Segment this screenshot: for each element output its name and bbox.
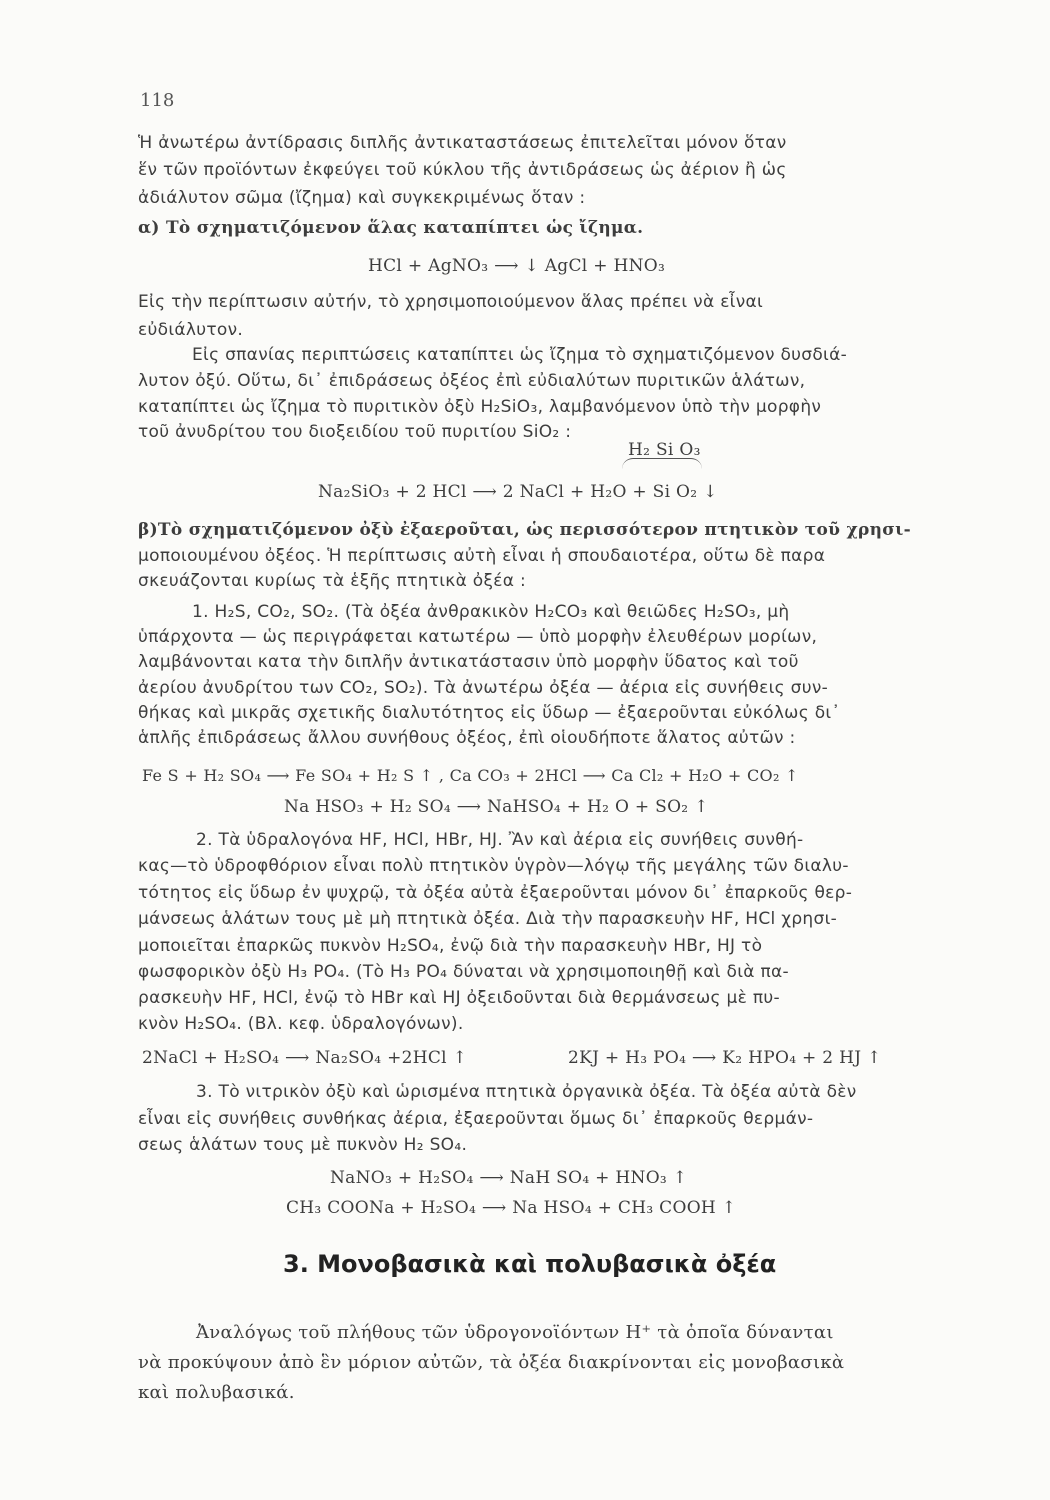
- text-line: μοποιεῖται ἐπαρκῶς πυκνὸν H₂SO₄, ἐνῷ διὰ τὴν παρασκευὴν HBr, HJ τὸ: [138, 936, 763, 956]
- text-line: σεως ἁλάτων τους μὲ πυκνὸν H₂ SO₄.: [138, 1135, 468, 1155]
- text-line: ἕν τῶν προϊόντων ἐκφεύγει τοῦ κύκλου τῆς ἀντιδράσεως ὡς ἀέριον ἢ ὡς: [138, 160, 787, 180]
- equation: Na₂SiO₃ + 2 HCl ⟶ 2 NaCl + H₂O + Si O₂ ↓: [318, 482, 718, 502]
- subsection-a-title: α) Τὸ σχηματιζόμενον ἅλας καταπίπτει ὡς ἴζημα.: [138, 218, 644, 238]
- equation: Fe S + H₂ SO₄ ⟶ Fe SO₄ + H₂ S ↑ , Ca CO₃ + 2HCl ⟶ Ca Cl₂ + H₂O + CO₂ ↑: [142, 766, 799, 785]
- text-line: Εἰς σπανίας περιπτώσεις καταπίπτει ὡς ἴζημα τὸ σχηματιζόμενον δυσδιά-: [192, 345, 848, 365]
- text-line: κας—τὸ ὑδροφθόριον εἶναι πολὺ πτητικὸν ὑγρὸν—λόγῳ τῆς μεγάλης τῶν διαλυ-: [138, 856, 849, 876]
- text-line: ρασκευὴν HF, HCl, ἐνῷ τὸ HBr καὶ HJ ὀξειδοῦνται διὰ θερμάνσεως μὲ πυ-: [138, 988, 780, 1008]
- text-line: σκευάζονται κυρίως τὰ ἑξῆς πτητικὰ ὀξέα :: [138, 571, 527, 591]
- text-line: Εἰς τὴν περίπτωσιν αὐτήν, τὸ χρησιμοποιούμενον ἅλας πρέπει νὰ εἶναι: [138, 292, 764, 312]
- text-line: λυτον ὀξύ. Οὕτω, δι᾽ ἐπιδράσεως ὀξέος ἐπὶ εὐδιαλύτων πυριτικῶν ἁλάτων,: [138, 371, 806, 391]
- text-line: εὐδιάλυτον.: [138, 320, 244, 340]
- text-line: Ἀναλόγως τοῦ πλήθους τῶν ὑδρογονοϊόντων H⁺ τὰ ὁποῖα δύνανται: [196, 1322, 834, 1343]
- text-line: θήκας καὶ μικρᾶς σχετικῆς διαλυτότητος εἰς ὕδωρ — ἐξαεροῦνται εὐκόλως δι᾽: [138, 703, 841, 723]
- text-line: τότητος εἰς ὕδωρ ἐν ψυχρῷ, τὰ ὀξέα αὐτὰ ἐξαεροῦνται μόνον δι᾽ ἐπαρκοῦς θερ-: [138, 883, 853, 903]
- text-line: μοποιουμένου ὀξέος. Ἡ περίπτωσις αὐτὴ εἶναι ἡ σπουδαιοτέρα, οὕτω δὲ παρα: [138, 546, 826, 566]
- text-line: μάνσεως ἁλάτων τους μὲ μὴ πτητικὰ ὀξέα. Διὰ τὴν παρασκευὴν HF, HCl χρησι-: [138, 909, 838, 929]
- equation: 2NaCl + H₂SO₄ ⟶ Na₂SO₄ +2HCl ↑: [142, 1048, 468, 1068]
- text-line: λαμβάνονται κατα τὴν διπλῆν ἀντικατάστασιν ὑπὸ μορφὴν ὕδατος καὶ τοῦ: [138, 652, 799, 672]
- text-line: ἀδιάλυτον σῶμα (ἴζημα) καὶ συγκεκριμένως ὅταν :: [138, 188, 586, 208]
- text-line: 3. Τὸ νιτρικὸν ὀξὺ καὶ ὡρισμένα πτητικὰ ὀργανικὰ ὀξέα. Τὰ ὀξέα αὐτὰ δὲν: [196, 1082, 857, 1102]
- text-line: 2. Τὰ ὑδραλογόνα HF, HCl, HBr, HJ. Ἂν καὶ ἀέρια εἰς συνήθεις συνθή-: [196, 830, 804, 850]
- text-line: ἁπλῆς ἐπιδράσεως ἄλλου συνήθους ὀξέος, ἐπὶ οἱουδήποτε ἅλατος αὐτῶν :: [138, 728, 796, 748]
- text-line: κνὸν H₂SO₄. (Βλ. κεφ. ὑδραλογόνων).: [138, 1014, 464, 1034]
- page-number: 118: [140, 90, 175, 111]
- equation-brace-label: H₂ Si O₃: [628, 440, 701, 460]
- text-line: τοῦ ἀνυδρίτου του διοξειδίου τοῦ πυριτίου SiO₂ :: [138, 422, 572, 442]
- text-line: Ἡ ἀνωτέρω ἀντίδρασις διπλῆς ἀντικαταστάσεως ἐπιτελεῖται μόνον ὅταν: [138, 133, 787, 153]
- subsection-b-title: β)Τὸ σχηματιζόμενον ὀξὺ ἐξαεροῦται, ὡς περισσότερον πτητικὸν τοῦ χρησι-: [138, 520, 911, 540]
- equation: CH₃ COONa + H₂SO₄ ⟶ Na HSO₄ + CH₃ COOH ↑: [286, 1198, 737, 1218]
- text-line: ὑπάρχοντα — ὡς περιγράφεται κατωτέρω — ὑπὸ μορφὴν ἐλευθέρων μορίων,: [138, 627, 818, 647]
- text-line: εἶναι εἰς συνήθεις συνθήκας ἀέρια, ἐξαεροῦνται ὅμως δι᾽ ἐπαρκοῦς θερμάν-: [138, 1109, 814, 1129]
- equation: HCl + AgNO₃ ⟶ ↓ AgCl + HNO₃: [368, 256, 666, 276]
- text-line: φωσφορικὸν ὀξὺ H₃ PO₄. (Τὸ H₃ PO₄ δύναται νὰ χρησιμοποιηθῇ καὶ διὰ πα-: [138, 962, 789, 982]
- text-line: νὰ προκύψουν ἀπὸ ἓν μόριον αὐτῶν, τὰ ὀξέα διακρίνονται εἰς μονοβασικὰ: [138, 1352, 845, 1373]
- text-line: καὶ πολυβασικά.: [138, 1382, 295, 1403]
- text-line: καταπίπτει ὡς ἴζημα τὸ πυριτικὸν ὀξὺ H₂SiO₃, λαμβανόμενον ὑπὸ τὴν μορφὴν: [138, 397, 822, 417]
- equation-brace: [622, 458, 702, 469]
- text-line: ἀερίου ἀνυδρίτου των CO₂, SO₂). Τὰ ἀνωτέρω ὀξέα — ἀέρια εἰς συνήθεις συν-: [138, 678, 829, 698]
- equation: Na HSO₃ + H₂ SO₄ ⟶ NaHSO₄ + H₂ O + SO₂ ↑: [284, 797, 709, 817]
- equation: NaNO₃ + H₂SO₄ ⟶ NaH SO₄ + HNO₃ ↑: [330, 1168, 688, 1188]
- text-line: 1. H₂S, CO₂, SO₂. (Τὰ ὀξέα ἀνθρακικὸν H₂CO₃ καὶ θειῶδες H₂SO₃, μὴ: [192, 602, 790, 622]
- section-heading: 3. Μονοβασικὰ καὶ πολυβασικὰ ὀξέα: [283, 1250, 777, 1278]
- equation: 2KJ + H₃ PO₄ ⟶ K₂ HPO₄ + 2 HJ ↑: [568, 1048, 882, 1068]
